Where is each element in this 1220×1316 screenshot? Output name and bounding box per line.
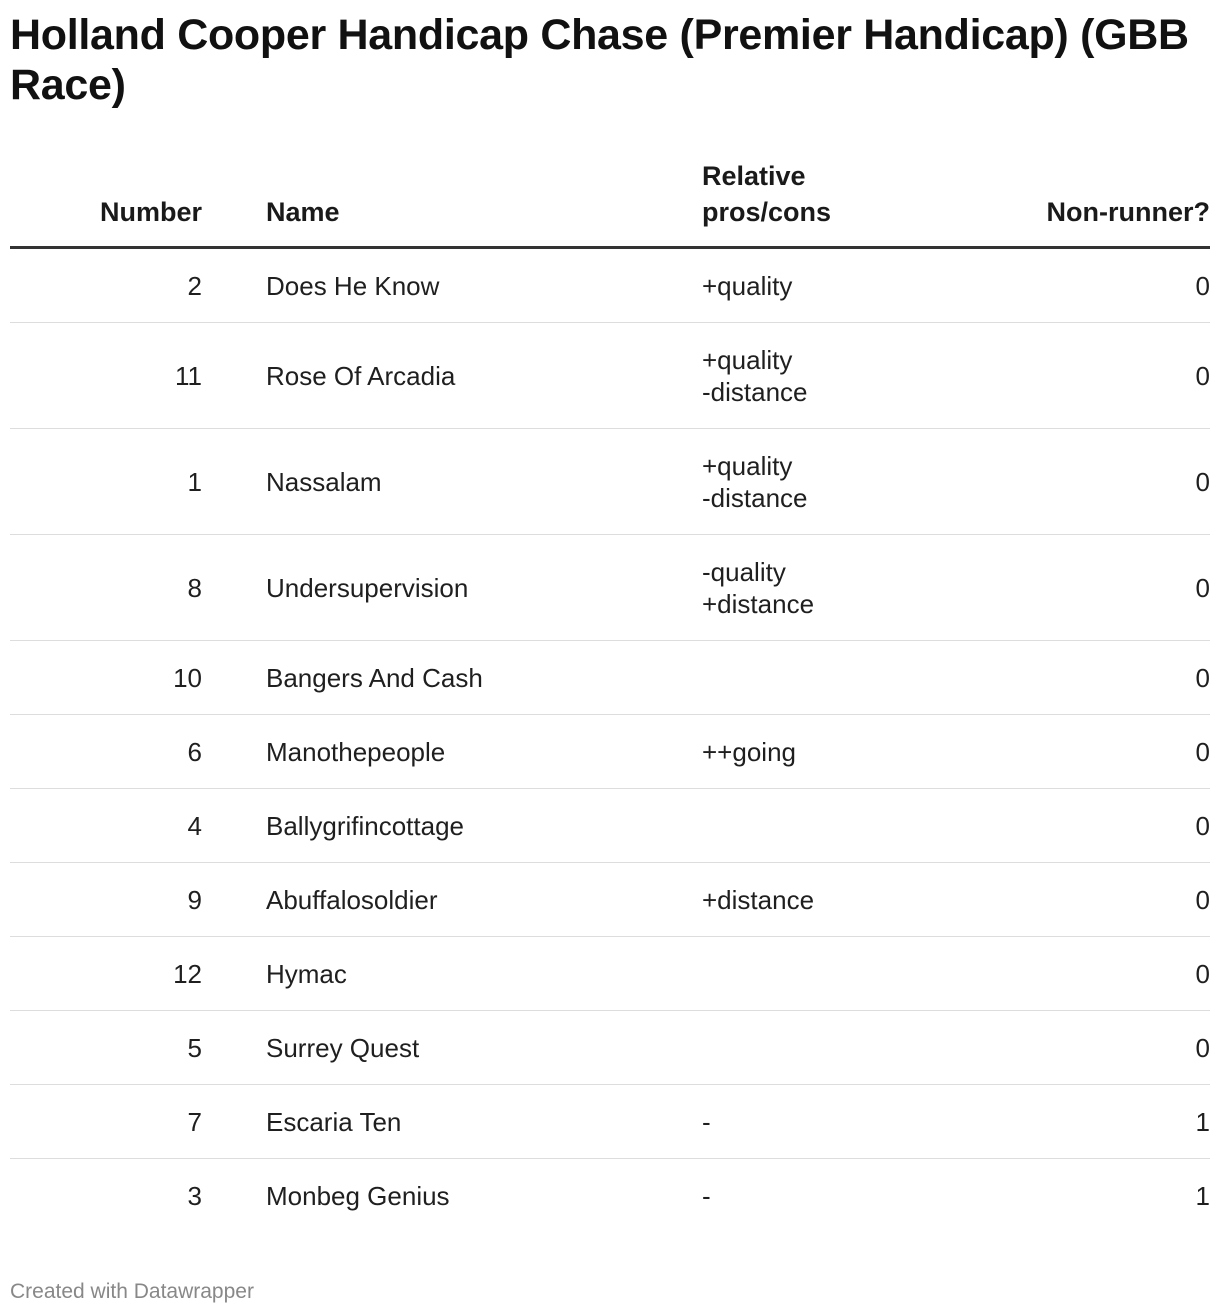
column-header-pros-cons-line1: Relative <box>702 161 806 191</box>
cell-non-runner: 0 <box>962 937 1210 1011</box>
table-row <box>10 715 1210 789</box>
cell-spacer <box>202 715 266 789</box>
cell-number: 12 <box>10 937 202 1011</box>
table-row <box>10 1159 1210 1233</box>
cell-spacer <box>202 535 266 641</box>
pros-cons-line: ++going <box>702 736 796 767</box>
cell-pros-cons <box>702 1085 962 1159</box>
cell-spacer <box>202 1011 266 1085</box>
table-row <box>10 1011 1210 1085</box>
column-header-number[interactable]: Number <box>10 158 202 248</box>
cell-non-runner: 0 <box>962 789 1210 863</box>
cell-number: 7 <box>10 1085 202 1159</box>
cell-pros-cons <box>702 535 962 641</box>
table-row <box>10 937 1210 1011</box>
cell-pros-cons <box>702 937 962 1011</box>
cell-name: Manothepeople <box>266 715 702 789</box>
cell-non-runner: 0 <box>962 429 1210 535</box>
cell-non-runner: 0 <box>962 641 1210 715</box>
pros-cons-line: -distance <box>702 376 808 407</box>
column-header-pros-cons-line2: pros/cons <box>702 197 832 227</box>
cell-name: Undersupervision <box>266 535 702 641</box>
cell-number: 10 <box>10 641 202 715</box>
cell-name: Does He Know <box>266 248 702 323</box>
cell-spacer <box>202 789 266 863</box>
cell-non-runner: 1 <box>1195 1180 1210 1211</box>
cell-pros-cons <box>702 863 962 937</box>
cell-spacer <box>202 937 266 1011</box>
table-row <box>10 641 1210 715</box>
cell-number: 6 <box>10 715 202 789</box>
cell-number: 1 <box>10 429 202 535</box>
cell-name: Hymac <box>266 937 702 1011</box>
cell-number: 11 <box>10 323 202 429</box>
cell-name: Rose Of Arcadia <box>266 323 702 429</box>
cell-spacer <box>202 429 266 535</box>
cell-spacer <box>202 323 266 429</box>
cell-pros-cons <box>702 429 962 535</box>
cell-name: Abuffalosoldier <box>266 863 702 937</box>
cell-pros-cons <box>702 323 962 429</box>
pros-cons-line: - <box>702 1106 711 1137</box>
column-spacer <box>202 158 266 248</box>
cell-pros-cons <box>702 1011 962 1085</box>
cell-spacer <box>202 248 266 323</box>
cell-pros-cons <box>702 248 962 323</box>
pros-cons-line: +quality <box>702 270 793 301</box>
table-row <box>10 323 1210 429</box>
cell-number: 2 <box>10 248 202 323</box>
cell-name: Escaria Ten <box>266 1085 702 1159</box>
page-title: Holland Cooper Handicap Chase (Premier Handicap) (GBB Race) <box>10 11 1189 109</box>
cell-non-runner: 0 <box>962 863 1210 937</box>
cell-number: 3 <box>187 1180 202 1211</box>
table-row <box>10 789 1210 863</box>
column-header-name[interactable]: Name <box>266 158 702 248</box>
column-header-pros-cons[interactable] <box>702 158 962 248</box>
credit-footer: Created with Datawrapper <box>10 1280 254 1303</box>
cell-name: Bangers And Cash <box>266 641 702 715</box>
cell-name: Nassalam <box>266 429 702 535</box>
cell-name: Ballygrifincottage <box>266 789 702 863</box>
column-header-non-runner[interactable]: Non-runner? <box>962 158 1210 248</box>
pros-cons-line: +distance <box>702 588 815 619</box>
table-row <box>10 248 1210 323</box>
cell-number: 8 <box>10 535 202 641</box>
cell-name: Monbeg Genius <box>266 1180 450 1211</box>
table-row <box>10 429 1210 535</box>
pros-cons-line: - <box>702 1180 711 1211</box>
table-body <box>10 248 1210 1233</box>
cell-spacer <box>202 641 266 715</box>
cell-non-runner: 1 <box>962 1085 1210 1159</box>
cell-non-runner: 0 <box>962 715 1210 789</box>
cell-number: 9 <box>10 863 202 937</box>
cell-spacer <box>202 1085 266 1159</box>
cell-number: 4 <box>10 789 202 863</box>
pros-cons-line: +quality <box>702 344 793 375</box>
cell-spacer <box>202 863 266 937</box>
pros-cons-line: +distance <box>702 884 815 915</box>
pros-cons-line: -quality <box>702 556 786 587</box>
cell-name: Surrey Quest <box>266 1011 702 1085</box>
cell-non-runner: 0 <box>962 248 1210 323</box>
cell-pros-cons <box>702 715 962 789</box>
cell-pros-cons <box>702 1159 962 1233</box>
cell-pros-cons <box>702 789 962 863</box>
cell-non-runner: 0 <box>962 323 1210 429</box>
cell-non-runner: 0 <box>962 535 1210 641</box>
table-row <box>10 1085 1210 1159</box>
race-table <box>10 158 1210 1232</box>
cell-pros-cons <box>702 641 962 715</box>
table-row <box>10 535 1210 641</box>
cell-non-runner: 0 <box>962 1011 1210 1085</box>
cell-spacer <box>202 1159 266 1233</box>
pros-cons-line: -distance <box>702 482 808 513</box>
table-row <box>10 863 1210 937</box>
header-row <box>10 158 1210 248</box>
cell-number: 5 <box>10 1011 202 1085</box>
table-header <box>10 158 1210 248</box>
pros-cons-line: +quality <box>702 450 793 481</box>
